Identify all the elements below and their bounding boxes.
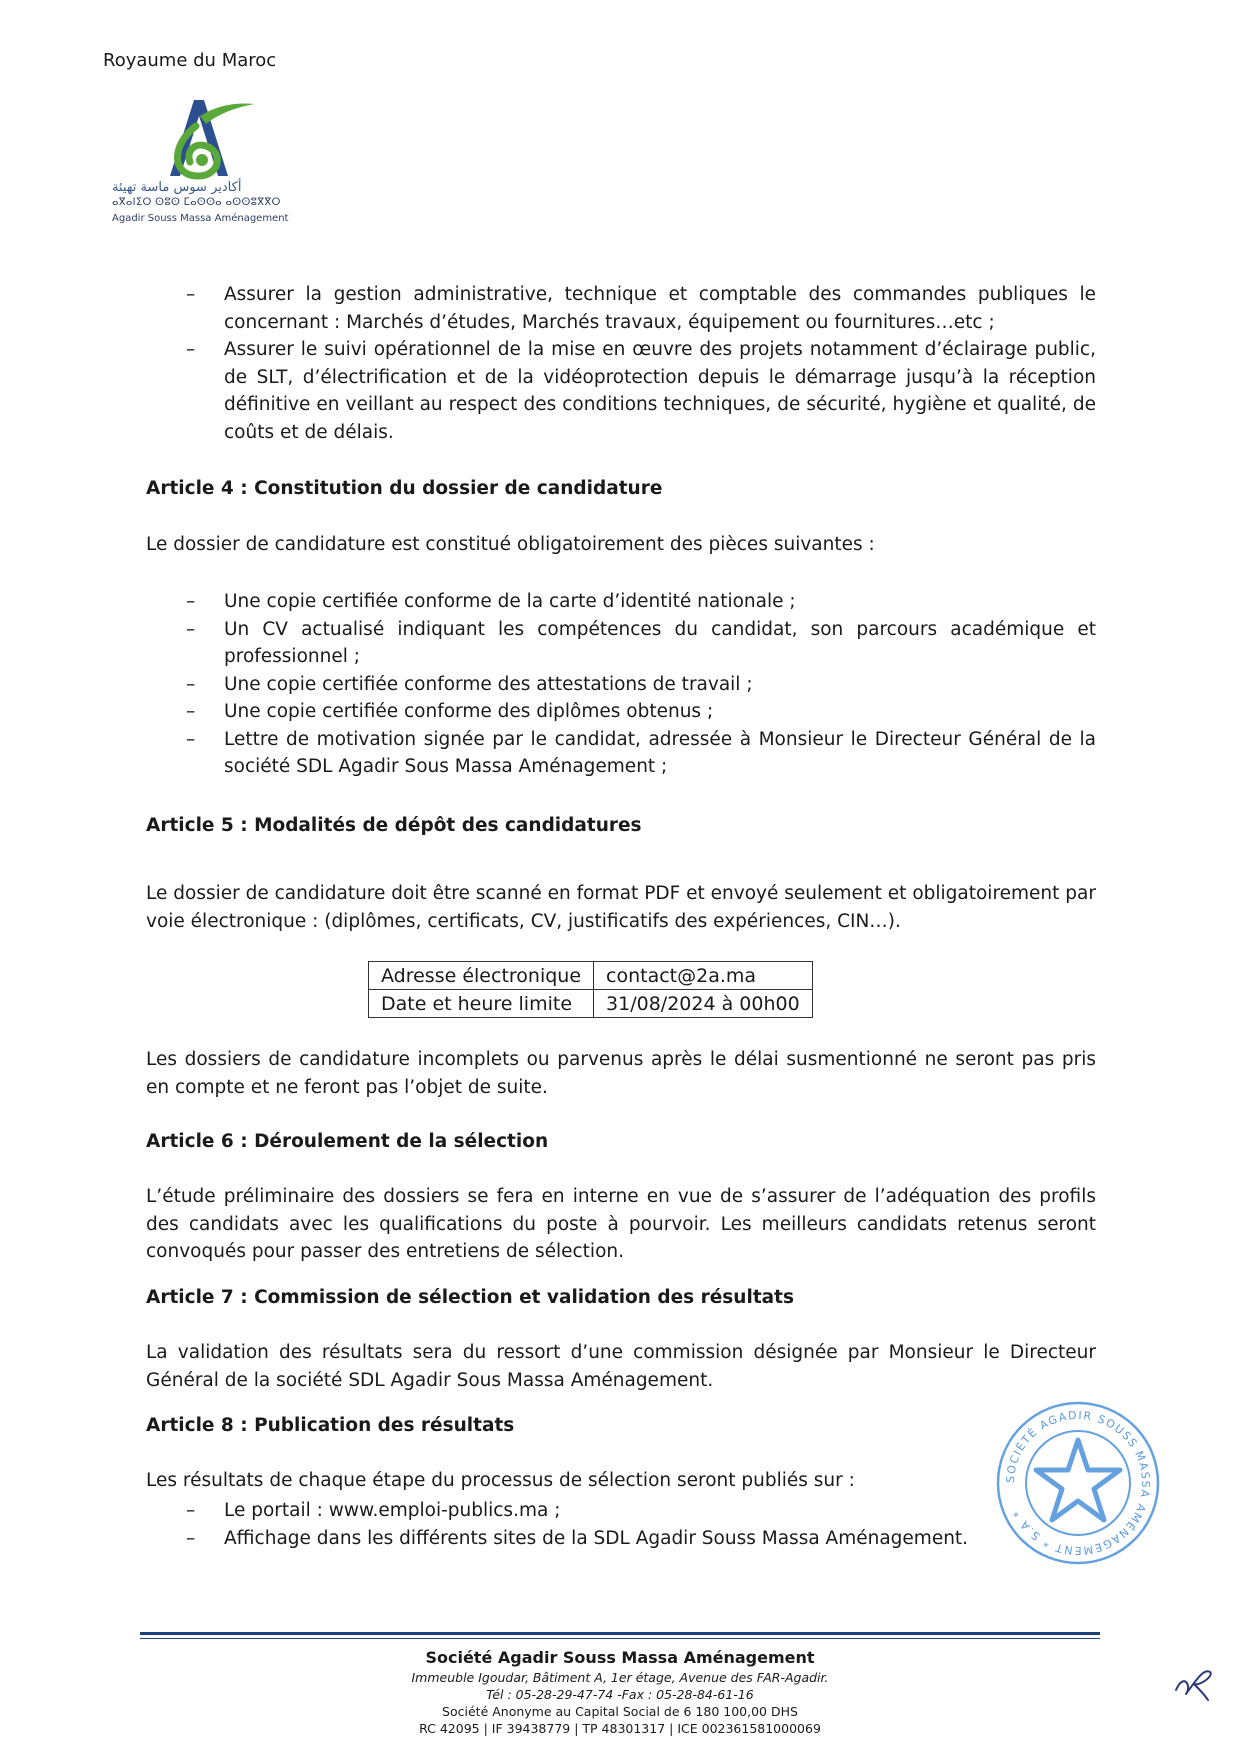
article-7-text: La validation des résultats sera du ressort d’une commission désignée par Monsieur le Directeur Général de la société SDL Agadir Sous Massa Aménagement.	[146, 1342, 1096, 1391]
star-seal-icon	[993, 1398, 1163, 1568]
contact-table	[368, 961, 813, 1018]
article-7-title: Article 7 : Commission de sélection et validation des résultats	[146, 1287, 794, 1308]
company-stamp	[993, 1398, 1163, 1568]
list-item: – Une copie certifiée conforme des diplômes obtenus ;	[186, 701, 714, 722]
footer-company: Société Agadir Souss Massa Aménagement	[425, 1648, 815, 1667]
table-cell: Date et heure limite	[369, 990, 594, 1018]
signature-mark-icon	[1170, 1660, 1214, 1704]
list-item: – Le portail : www.emploi-publics.ma ;	[186, 1500, 561, 1521]
table-cell: Adresse électronique	[369, 962, 594, 990]
table-row	[369, 962, 813, 990]
article-8-list	[146, 1497, 1096, 1552]
logo-mark-icon	[112, 96, 292, 180]
footer-rule	[140, 1632, 1100, 1635]
footer-ids: RC 42095 | IF 39438779 | TP 48301317 | ICE 002361581000069	[419, 1721, 821, 1736]
portal-link[interactable]: Le portail : www.emploi-publics.ma ;	[224, 1500, 561, 1521]
footer-rule-thin	[140, 1638, 1100, 1639]
list-item: – Assurer le suivi opérationnel de la mise en œuvre des projets notamment d’éclairage public, de SLT, d’électrification et de la vidéoprotection depuis le démarrage jusqu’à la réception définitive en veillant au respect des conditions techniques, de sécurité, hygiène et qualité, de coûts et de délais.	[186, 339, 1096, 443]
table-row	[369, 990, 813, 1018]
svg-text:SOCIÉTÉ AGADIR SOUSS MASSA AMÉ: SOCIÉTÉ AGADIR SOUSS MASSA AMÉNAGEMENT * S.A *	[1003, 1408, 1153, 1558]
list-item: – Une copie certifiée conforme de la carte d’identité nationale ;	[186, 591, 796, 612]
article-8-intro: Les résultats de chaque étape du processus de sélection seront publiés sur :	[146, 1470, 855, 1491]
article-8-title: Article 8 : Publication des résultats	[146, 1415, 515, 1436]
company-logo	[112, 96, 292, 231]
article-5-note: Les dossiers de candidature incomplets ou parvenus après le délai susmentionné ne seront pas pris en compte et ne feront pas l’objet de suite.	[146, 1049, 1096, 1098]
list-item: – Une copie certifiée conforme des attestations de travail ;	[186, 673, 753, 695]
article-4-list	[146, 588, 1096, 781]
logo-tifinagh-text: ⴰⴳⴰⵏⵉⵔ ⵙⵓⵙ ⵎⴰⵙⵙⴰ ⴰⵙⵙⵓⴳⴳⵔ	[112, 197, 281, 208]
list-item: – Lettre de motivation signée par le candidat, adressée à Monsieur le Directeur Général de la société SDL Agadir Sous Massa Aménagement ;	[186, 728, 1096, 777]
table-cell: 31/08/2024 à 00h00	[594, 990, 813, 1018]
logo-french-text: Agadir Souss Massa Aménagement	[112, 213, 289, 224]
logo-arabic-text: أكادير سوس ماسة تهيئة	[112, 180, 242, 195]
handwritten-initials	[1170, 1660, 1214, 1708]
article-6-title: Article 6 : Déroulement de la sélection	[146, 1131, 549, 1152]
intro-bullets	[146, 281, 1096, 446]
email-link[interactable]: contact@2a.ma	[594, 962, 813, 990]
footer-capital: Société Anonyme au Capital Social de 6 180 100,00 DHS	[442, 1704, 798, 1719]
article-4-title: Article 4 : Constitution du dossier de candidature	[146, 478, 663, 499]
kingdom-label: Royaume du Maroc	[103, 50, 277, 71]
footer-phone: Tél : 05-28-29-47-74 -Fax : 05-28-84-61-16	[486, 1687, 754, 1702]
article-5-title: Article 5 : Modalités de dépôt des candidatures	[146, 815, 642, 836]
list-item: – Affichage dans les différents sites de la SDL Agadir Souss Massa Aménagement.	[186, 1527, 969, 1549]
article-4-intro: Le dossier de candidature est constitué obligatoirement des pièces suivantes :	[146, 534, 875, 555]
list-item: – Assurer la gestion administrative, technique et comptable des commandes publiques le concernant : Marchés d’études, Marchés travaux, équipement ou fournitures…etc ;	[186, 284, 1096, 333]
footer-address: Immeuble Igoudar, Bâtiment A, 1er étage, Avenue des FAR-Agadir.	[411, 1670, 829, 1685]
list-item: – Un CV actualisé indiquant les compétences du candidat, son parcours académique et professionnel ;	[186, 618, 1096, 667]
article-5-text: Le dossier de candidature doit être scanné en format PDF et envoyé seulement et obligatoirement par voie électronique : (diplômes, certificats, CV, justificatifs des expériences, CIN…).	[146, 883, 1096, 932]
article-6-text: L’étude préliminaire des dossiers se fera en interne en vue de s’assurer de l’adéquation des profils des candidats avec les qualifications du poste à pourvoir. Les meilleurs candidats retenus seront convoqués pour passer des entretiens de sélection.	[146, 1186, 1096, 1262]
